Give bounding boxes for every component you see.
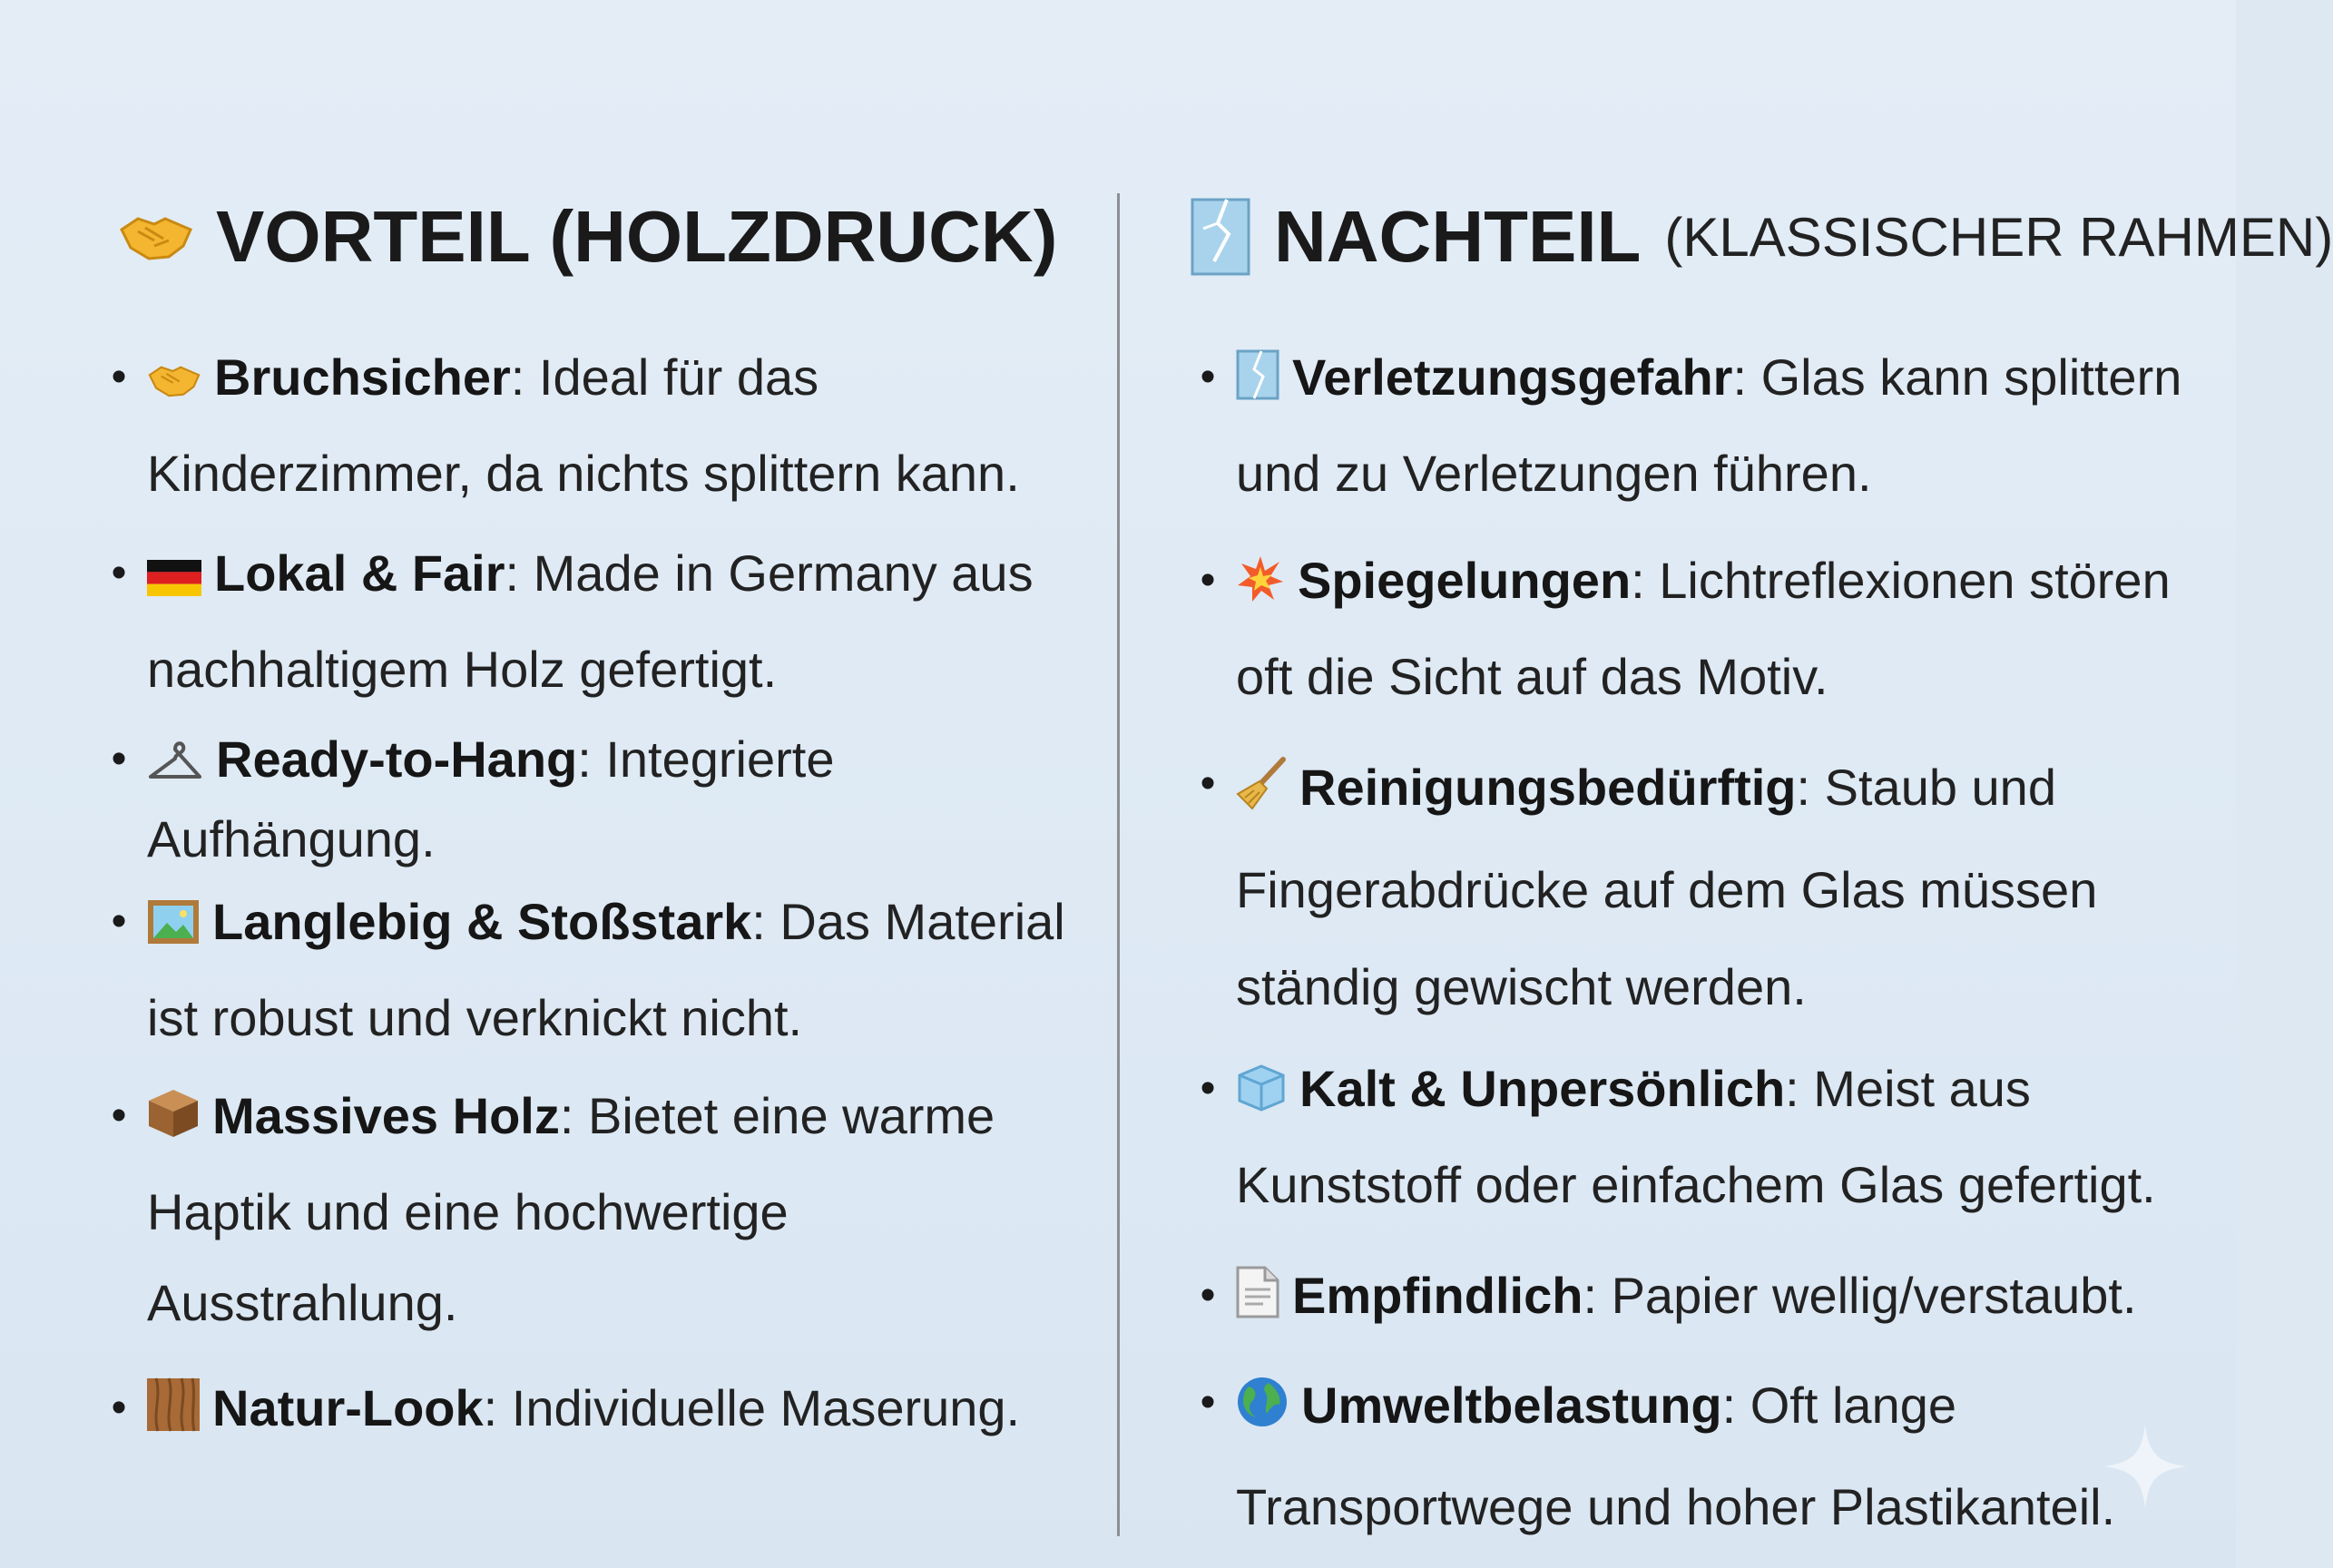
ice-cube-icon <box>1236 1049 1287 1140</box>
collision-icon <box>1236 541 1285 632</box>
item-term: Verletzungsgefahr <box>1292 348 1733 406</box>
item-text: : Papier wellig/verstaubt. <box>1583 1267 2137 1324</box>
item-text: : Oft lange Transportwege und hoher Plastikanteil. <box>1236 1377 2116 1535</box>
hanger-icon <box>147 728 203 802</box>
bullet: • <box>1200 353 1216 401</box>
item-term: Massives Holz <box>212 1087 560 1144</box>
item-text: : Das Material ist robust und verknickt nicht. <box>147 893 1065 1046</box>
list-item <box>87 1363 1094 1459</box>
list-item <box>87 528 1094 715</box>
bullet: • <box>111 353 127 401</box>
item-text: : Integrierte Aufhängung. <box>147 730 835 867</box>
advantages-heading <box>118 195 1057 279</box>
list-item <box>87 877 1094 1063</box>
item-term: Reinigungsbedürftig <box>1299 759 1797 816</box>
bullet: • <box>111 1092 127 1140</box>
list-item <box>1176 1044 2210 1230</box>
disadvantages-subtitle: (KLASSISCHER RAHMEN) <box>1664 206 2333 268</box>
cracked-glass-icon <box>1191 198 1250 276</box>
list-item <box>1176 739 2210 1035</box>
item-term: Bruchsicher <box>214 348 511 406</box>
list-item <box>87 722 1094 877</box>
bullet: • <box>111 1384 127 1432</box>
handshake-icon <box>147 338 201 428</box>
item-text: : Bietet eine warme Haptik und eine hochwertige Ausstrahlung. <box>147 1087 995 1331</box>
list-item <box>87 332 1094 519</box>
sparkle-icon <box>2102 1423 2189 1514</box>
item-text: : Staub und Fingerabdrücke auf dem Glas müssen ständig gewischt werden. <box>1236 759 2098 1015</box>
disadvantages-title: NACHTEIL <box>1274 196 1642 277</box>
item-text: : Glas kann splittern und zu Verletzungen führen. <box>1236 348 2182 502</box>
disadvantages-heading <box>1191 195 2333 279</box>
bullet: • <box>111 897 127 946</box>
column-divider <box>1117 193 1120 1536</box>
list-item <box>1176 1357 2210 1555</box>
bullet: • <box>1200 760 1216 808</box>
item-term: Kalt & Unpersönlich <box>1299 1060 1786 1117</box>
wood-block-icon <box>147 1076 200 1167</box>
bullet: • <box>111 549 127 597</box>
item-text: : Meist aus Kunststoff oder einfachem Glas gefertigt. <box>1236 1060 2156 1213</box>
item-term: Empfindlich <box>1292 1267 1583 1324</box>
list-item <box>1176 1250 2210 1347</box>
broom-icon <box>1236 744 1287 841</box>
item-text: : Ideal für das Kinderzimmer, da nichts splittern kann. <box>147 348 1020 502</box>
item-term: Umweltbelastung <box>1301 1377 1722 1434</box>
wood-grain-icon <box>147 1368 200 1459</box>
list-item <box>1176 535 2210 722</box>
item-term: Lokal & Fair <box>214 544 505 602</box>
handshake-icon <box>118 210 194 264</box>
item-term: Spiegelungen <box>1298 552 1632 609</box>
item-term: Natur-Look <box>212 1379 484 1436</box>
german-flag-icon <box>147 534 201 624</box>
document-icon <box>1236 1256 1279 1347</box>
bullet: • <box>1200 1378 1216 1426</box>
glass-pane-icon <box>1236 338 1279 428</box>
globe-icon <box>1236 1363 1289 1459</box>
framed-picture-icon <box>147 882 200 973</box>
item-text: : Made in Germany aus nachhaltigem Holz gefertigt. <box>147 544 1034 698</box>
advantages-title: VORTEIL (HOLZDRUCK) <box>216 196 1058 277</box>
bullet: • <box>1200 1064 1216 1112</box>
bullet: • <box>1200 556 1216 604</box>
item-term: Ready-to-Hang <box>216 730 578 788</box>
bullet: • <box>111 735 127 783</box>
list-item <box>1176 332 2210 519</box>
bullet: • <box>1200 1271 1216 1319</box>
item-term: Langlebig & Stoßstark <box>212 893 752 950</box>
list-item <box>87 1071 1094 1348</box>
item-text: : Lichtreflexionen stören oft die Sicht auf das Motiv. <box>1236 552 2171 705</box>
item-text: : Individuelle Maserung. <box>483 1379 1021 1436</box>
